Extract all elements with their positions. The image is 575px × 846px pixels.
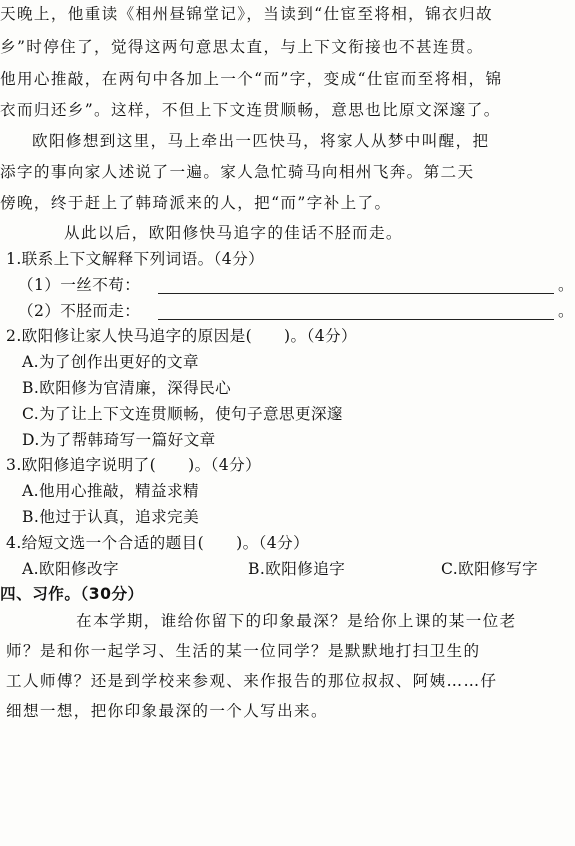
passage-line: 从此以后，欧阳修快马追字的佳话不胫而走。: [64, 224, 403, 242]
prompt-line: 工人师傅？还是到学校来参观、来作报告的那位叔叔、阿姨……仔: [6, 672, 498, 690]
term-label: （2）不胫而走：: [18, 302, 141, 320]
option-b[interactable]: B.他过于认真，追求完美: [22, 508, 200, 526]
passage-line: 他用心推敲，在两句中各加上一个“而”字，变成“仕宦而至将相，锦: [0, 70, 503, 88]
question-stem: 3.欧阳修追字说明了( )。（4分）: [6, 456, 262, 474]
option-b[interactable]: B.欧阳修追字: [248, 560, 346, 578]
passage-line: 傍晚，终于赶上了韩琦派来的人，把“而”字补上了。: [0, 194, 392, 212]
question-stem: 4.给短文选一个合适的题目( )。（4分）: [6, 534, 310, 552]
prompt-line: 在本学期，谁给你留下的印象最深？是给你上课的某一位老: [76, 612, 517, 630]
option-a[interactable]: A.他用心推敲，精益求精: [22, 482, 199, 500]
passage-line: 衣而归还乡”。这样，不但上下文连贯顺畅，意思也比原文深邃了。: [0, 101, 501, 119]
term-label: （1）一丝不苟：: [18, 276, 141, 294]
question-stem: 1.联系上下文解释下列词语。（4分）: [6, 250, 265, 268]
section-heading: 四、习作。（30分）: [0, 585, 144, 603]
answer-blank-1[interactable]: [158, 293, 554, 294]
option-a[interactable]: A.为了创作出更好的文章: [22, 353, 199, 371]
question-stem: 2.欧阳修让家人快马追字的原因是( )。（4分）: [6, 327, 358, 345]
prompt-line: 师？是和你一起学习、生活的某一位同学？是默默地打扫卫生的: [6, 642, 481, 660]
answer-blank-2[interactable]: [158, 319, 554, 320]
passage-line: 乡”时停住了，觉得这两句意思太直，与上下文衔接也不甚连贯。: [0, 38, 484, 56]
prompt-line: 细想一想，把你印象最深的一个人写出来。: [6, 702, 328, 720]
option-d[interactable]: D.为了帮韩琦写一篇好文章: [22, 431, 216, 449]
end-mark: 。: [558, 302, 574, 320]
passage-line: 添字的事向家人述说了一遍。家人急忙骑马向相州飞奔。第二天: [0, 163, 475, 181]
end-mark: 。: [558, 276, 574, 294]
option-b[interactable]: B.欧阳修为官清廉，深得民心: [22, 379, 232, 397]
option-c[interactable]: C.欧阳修写字: [441, 560, 539, 578]
option-c[interactable]: C.为了让上下文连贯顺畅，使句子意思更深邃: [22, 405, 344, 423]
passage-line: 欧阳修想到这里，马上牵出一匹快马，将家人从梦中叫醒，把: [32, 132, 490, 150]
passage-line: 天晚上，他重读《相州昼锦堂记》，当读到“仕宦至将相，锦衣归故: [0, 5, 493, 23]
writing-area[interactable]: [0, 730, 575, 846]
option-a[interactable]: A.欧阳修改字: [22, 560, 119, 578]
